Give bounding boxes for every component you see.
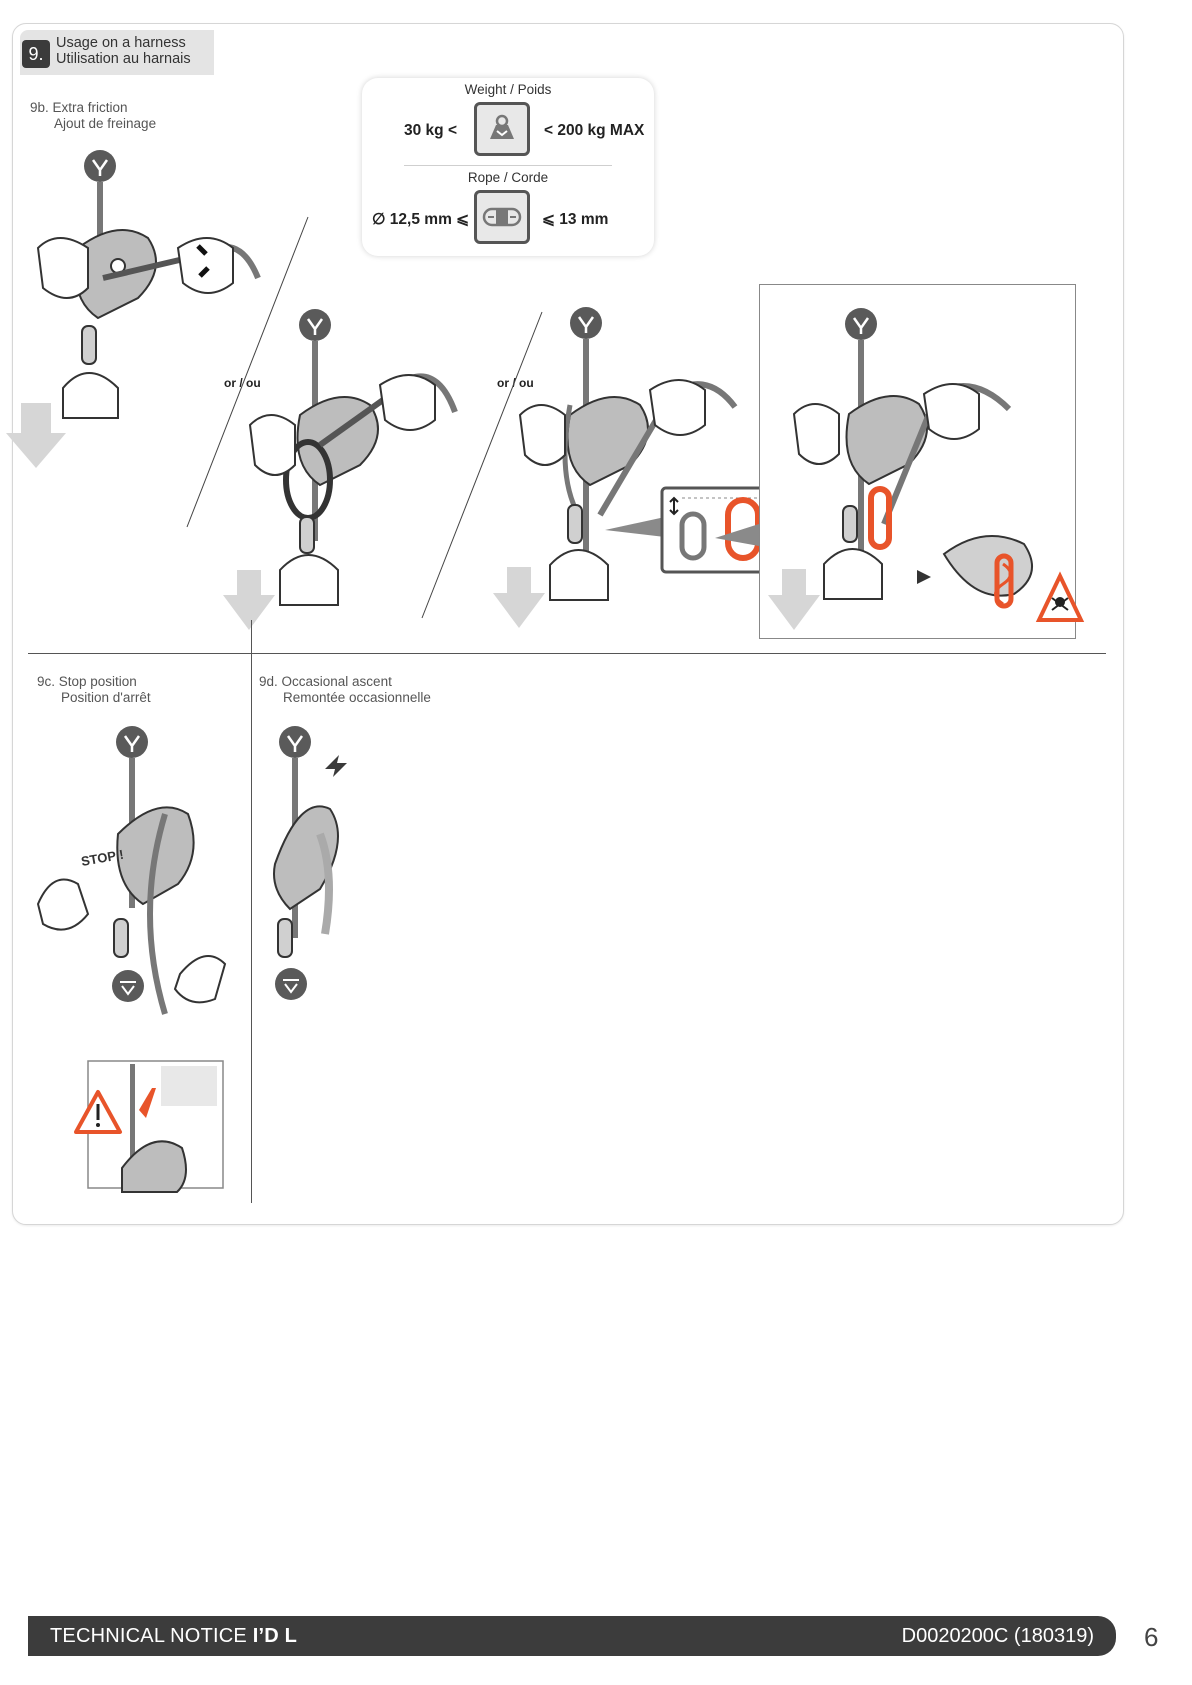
rope-min: ∅ 12,5 mm ⩽ (372, 211, 470, 228)
horizontal-divider (28, 653, 1106, 654)
page-number: 6 (1144, 1622, 1159, 1652)
subsection-9d-title (259, 674, 431, 706)
subsection-9b-title (30, 100, 156, 132)
warning-inset (72, 1058, 232, 1190)
weight-label: Weight / Poids (464, 82, 552, 97)
section-title-fr: Utilisation au harnais (56, 51, 191, 67)
extra-friction-illustration-3 (500, 305, 780, 635)
document-code: D0020200C (180319) (901, 1625, 1094, 1647)
spec-divider (404, 165, 612, 166)
footer-product-name: I’D L (252, 1625, 298, 1647)
section-title-en: Usage on a harness (56, 35, 186, 51)
subsection-9d-en: 9d. Occasional ascent (259, 674, 392, 689)
subsection-9c-fr: Position d'arrêt (61, 690, 151, 705)
spec-box (362, 78, 654, 256)
subsection-9c-title (37, 674, 151, 706)
footer-title (50, 1625, 297, 1648)
subsection-9d-fr: Remontée occasionnelle (283, 690, 431, 705)
weight-max: < 200 kg MAX (544, 122, 645, 139)
footer-title-prefix: TECHNICAL NOTICE (50, 1625, 247, 1647)
vertical-divider (251, 620, 252, 1203)
rope-label: Rope / Corde (467, 170, 549, 185)
or-label-1: or / ou (224, 376, 261, 390)
stop-text: STOP ! (79, 846, 125, 869)
subsection-9c-en: 9c. Stop position (37, 674, 137, 689)
or-label-2: or / ou (497, 376, 534, 390)
section-number: 9. (22, 40, 50, 68)
extra-friction-illustration-4 (759, 284, 1079, 640)
stop-position-illustration (30, 724, 250, 1044)
weight-min: 30 kg < (404, 122, 457, 139)
occasional-ascent-illustration (265, 724, 395, 1004)
rope-icon (474, 190, 530, 244)
section-title (56, 35, 191, 67)
weight-icon (474, 102, 530, 156)
subsection-9b-fr: Ajout de freinage (54, 116, 157, 131)
subsection-9b-en: 9b. Extra friction (30, 100, 128, 115)
rope-max: ⩽ 13 mm (542, 211, 609, 228)
